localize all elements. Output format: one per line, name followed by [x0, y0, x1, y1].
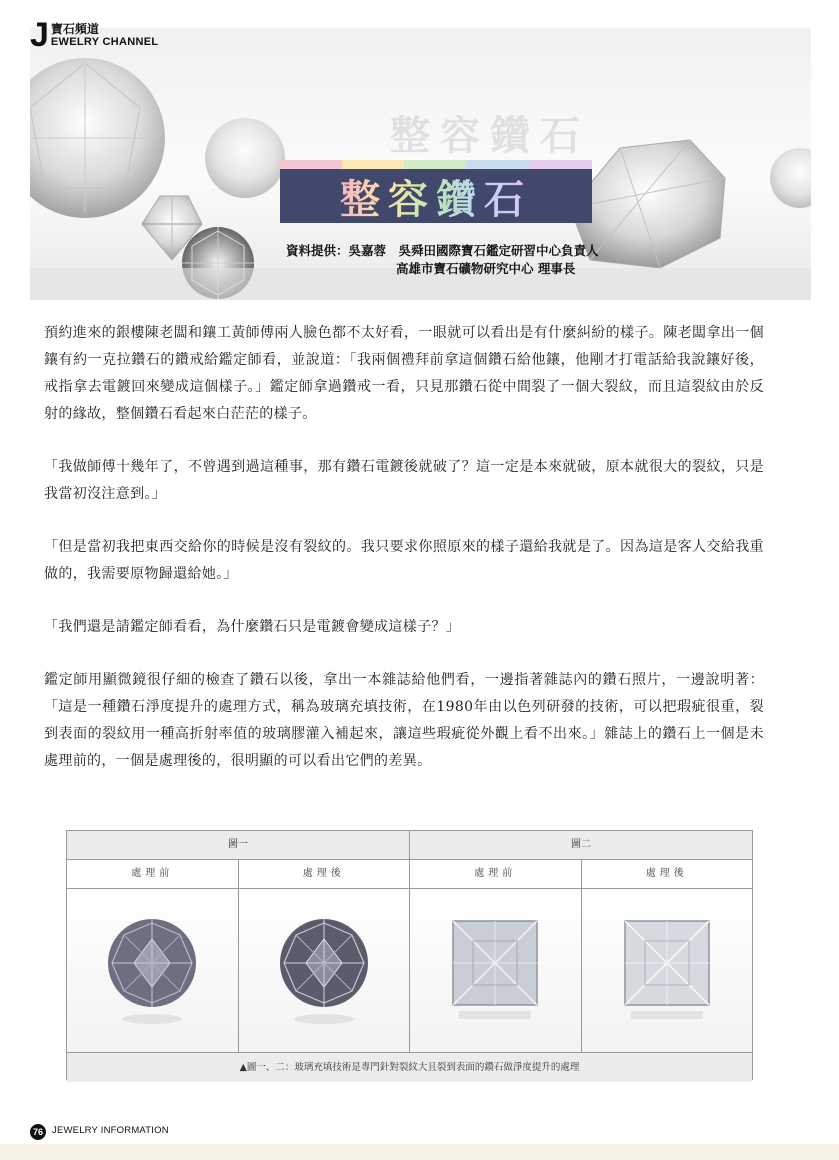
article-credit	[286, 242, 599, 278]
article-title: 整容鑽石	[340, 168, 532, 225]
round-diamond-before-image	[67, 889, 238, 1052]
figure-images	[67, 889, 752, 1053]
paragraph: 「但是當初我把東西交給你的時候是沒有裂紋的。我只要求你照原來的樣子還給我就是了。因為這是客人交給我重做的，我需要原物歸還給她。」	[44, 539, 764, 582]
figure-group-1-label: 圖一	[228, 839, 248, 850]
color-stripe	[280, 160, 342, 169]
hero-watermark-title: 整容鑽石	[390, 113, 590, 159]
footer-bar	[0, 1144, 839, 1160]
paragraph: 預約進來的銀樓陳老闆和鑲工黃師傅兩人臉色都不太好看，一眼就可以看出是有什麼糾紛的樣子。陳老闆拿出一個鑲有約一克拉鑽石的鑽戒給鑑定師看，並說道：「我兩個禮拜前拿這個鑽石給他鑲，他剛才打電話給我說鑲好後，戒指拿去電鍍回來變成這個樣子。」鑑定師拿過鑽戒一看，只見那鑽石從中間裂了一個大裂紋，而且這裂紋由於反射的緣故，整個鑽石看起來白茫茫的樣子。	[44, 325, 764, 422]
round-diamond-icon	[102, 911, 202, 1031]
page-number: 76	[30, 1124, 46, 1140]
channel-name-zh: 寶石頻道	[50, 22, 99, 36]
article-body	[44, 320, 764, 775]
channel-letter: J	[30, 16, 49, 54]
label-before: 處理前	[409, 860, 581, 888]
paragraph: 鑑定師用顯微鏡很仔細的檢查了鑽石以後，拿出一本雜誌給他們看，一邊指著雜誌內的鑽石照片，一邊說明著：「這是一種鑽石淨度提升的處理方式，稱為玻璃充填技術，在1980年由以色列研發的技術，可以把瑕疵很重，裂到表面的裂紋用一種高折射率值的玻璃膠灌入補起來，讓這些瑕疵從外觀上看不出來。」雜誌上的鑽石上一個是未處理前的，一個是處理後的，很明顯的可以看出它們的差異。	[44, 672, 764, 769]
figure-caption: ▲圖一、二：玻璃充填技術是專門針對裂紋大且裂到表面的鑽石做淨度提升的處理	[67, 1053, 752, 1082]
label-after: 處理後	[238, 860, 410, 888]
round-diamond-after-image	[238, 889, 410, 1052]
magazine-name: JEWELRY INFORMATION	[52, 1125, 169, 1136]
diamond-comparison-figure	[66, 830, 753, 1080]
round-diamond-icon	[274, 911, 374, 1031]
princess-diamond-icon	[445, 911, 545, 1031]
color-stripe	[529, 160, 592, 169]
credit-line-2: 高雄市寶石礦物研究中心 理事長	[396, 261, 576, 276]
figure-header	[67, 831, 752, 860]
channel-name-en: EWELRY CHANNEL	[50, 36, 159, 48]
figure-subheader	[67, 860, 752, 889]
paragraph: 「我們還是請鑑定師看看，為什麼鑽石只是電鍍會變成這樣子？」	[44, 619, 461, 635]
figure-group-2-label: 圖二	[409, 831, 752, 859]
princess-diamond-before-image	[409, 889, 581, 1052]
paragraph: 「我做師傅十幾年了，不曾遇到過這種事，那有鑽石電鍍後就破了？這一定是本來就破，原本就很大的裂紋，只是我當初沒注意到。」	[44, 459, 764, 502]
princess-diamond-icon	[617, 911, 717, 1031]
channel-mark	[30, 16, 159, 54]
label-after: 處理後	[581, 860, 753, 888]
princess-diamond-after-image	[581, 889, 753, 1052]
hero-banner	[30, 28, 811, 300]
label-before: 處理前	[131, 868, 174, 879]
article-title-box	[280, 169, 592, 223]
credit-line-1: 資料提供：吳嘉蓉 吳舜田國際寶石鑑定研習中心負責人	[286, 243, 599, 258]
